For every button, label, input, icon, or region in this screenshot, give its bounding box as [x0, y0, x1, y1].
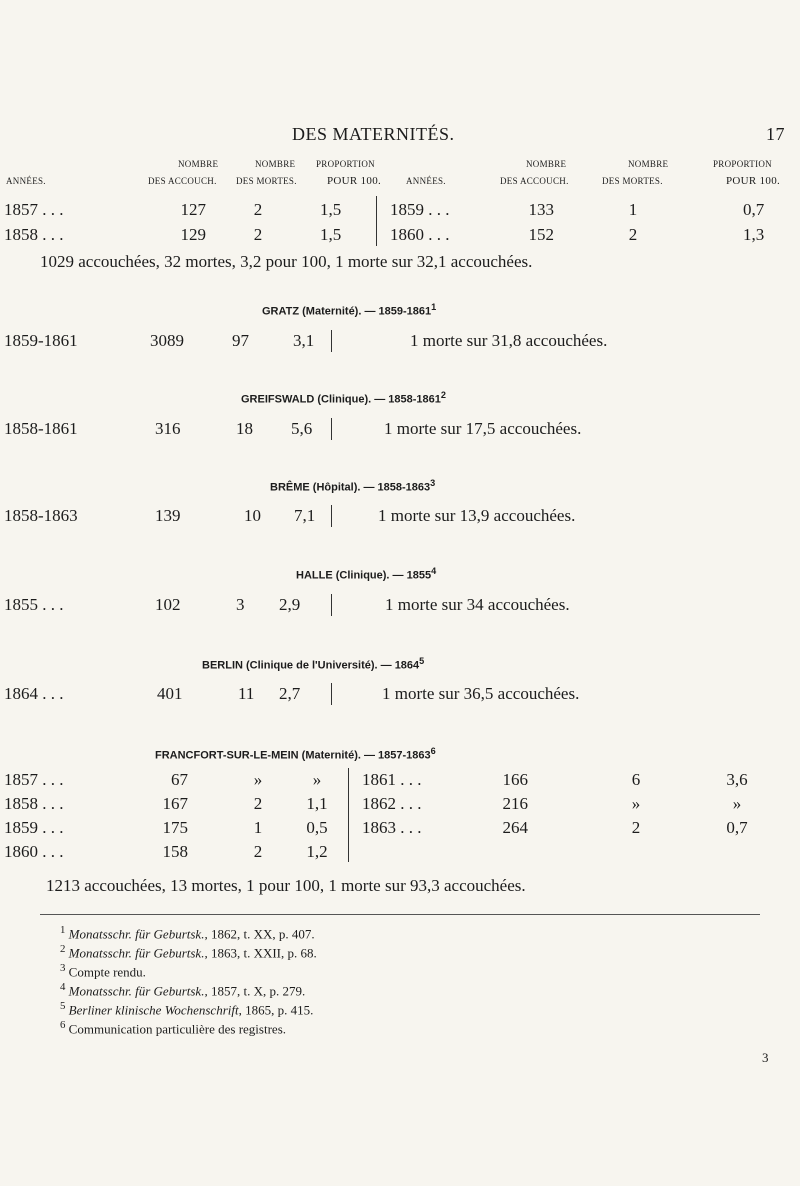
row-mortes-right: » — [631, 794, 641, 813]
footnote: $^4$ Monatsschr. für Geburtsk., 1857, t. X, p. 279. — [60, 981, 306, 999]
section-title: GREIFSWALD (Clinique). — 1858-1861$^2$ — [241, 390, 446, 406]
row-year: 1858 . . . — [4, 225, 64, 244]
col-des-accouch-left: DES ACCOUCH. — [148, 176, 217, 186]
summary-line: 1029 accouchées, 32 mortes, 3,2 pour 100, 1 morte sur 32,1 accouchées. — [40, 252, 533, 271]
col-pour100-right: POUR 100. — [726, 175, 781, 187]
col-nombre-mortes-right: NOMBRE — [628, 159, 669, 169]
section-title: BERLIN (Clinique de l'Université). — 1864$^5$ — [202, 656, 425, 672]
row-year: 1855 . . . — [4, 595, 64, 614]
row-prop: 2,9 — [279, 595, 301, 614]
section-title: BRÊME (Hôpital). — 1858-1863$^3$ — [270, 478, 436, 494]
row-prop: 1,2 — [306, 842, 328, 861]
row-year: 1864 . . . — [4, 684, 64, 703]
row-mortes: 2 — [253, 200, 263, 219]
row-accouch: 158 — [162, 842, 188, 861]
column-separator — [331, 683, 332, 705]
row-accouch-right: 166 — [502, 770, 528, 789]
row-prop: 1,5 — [320, 225, 342, 244]
row-accouch: 127 — [180, 200, 206, 219]
col-des-accouch-right: DES ACCOUCH. — [500, 176, 569, 186]
row-accouch: 175 — [162, 818, 188, 837]
section-title: HALLE (Clinique). — 1855$^4$ — [296, 566, 437, 582]
column-separator — [331, 418, 332, 440]
column-separator — [348, 768, 349, 862]
col-proportion-right: PROPORTION — [713, 159, 772, 169]
row-prop: 0,5 — [306, 818, 328, 837]
row-year-right: 1863 . . . — [362, 818, 422, 837]
page-title: DES MATERNITÉS. — [292, 124, 455, 144]
col-nombre-mortes-left: NOMBRE — [255, 159, 296, 169]
row-mortes: 2 — [253, 842, 263, 861]
row-prop: » — [312, 770, 322, 789]
row-mortes: 2 — [253, 225, 263, 244]
section-title: FRANCFORT-SUR-LE-MEIN (Maternité). — 1857-1863$^6$ — [155, 746, 436, 762]
col-des-mortes-right: DES MORTES. — [602, 176, 663, 186]
row-prop: 7,1 — [294, 506, 316, 525]
row-ratio: 1 morte sur 13,9 accouchées. — [378, 506, 576, 525]
summary-line: 1213 accouchées, 13 mortes, 1 pour 100, 1 morte sur 93,3 accouchées. — [46, 876, 526, 895]
signature-mark: 3 — [762, 1050, 769, 1065]
column-separator — [376, 196, 377, 246]
row-accouch: 102 — [155, 595, 181, 614]
row-ratio: 1 morte sur 17,5 accouchées. — [384, 419, 582, 438]
row-mortes-right: 2 — [631, 818, 641, 837]
row-accouch: 3089 — [150, 331, 184, 350]
footnote-ref: 5 — [419, 656, 425, 666]
row-accouch: 401 — [157, 684, 183, 703]
row-mortes: » — [253, 770, 263, 789]
row-year: 1858 . . . — [4, 794, 64, 813]
row-year: 1857 . . . — [4, 200, 64, 219]
col-nombre-accouch-left: NOMBRE — [178, 159, 219, 169]
row-year-right: 1859 . . . — [390, 200, 450, 219]
row-accouch-right: 133 — [528, 200, 554, 219]
row-mortes: 97 — [232, 331, 249, 350]
row-year-right: 1861 . . . — [362, 770, 422, 789]
footnote: $^6$ Communication particulière des registres. — [60, 1019, 286, 1037]
row-ratio: 1 morte sur 36,5 accouchées. — [382, 684, 580, 703]
col-nombre-accouch-right: NOMBRE — [526, 159, 567, 169]
row-mortes: 3 — [236, 595, 245, 614]
row-accouch: 67 — [171, 770, 188, 789]
row-prop-right: 1,3 — [743, 225, 765, 244]
row-prop-right: » — [732, 794, 742, 813]
row-accouch: 129 — [180, 225, 206, 244]
row-prop: 3,1 — [293, 331, 315, 350]
row-accouch-right: 264 — [502, 818, 528, 837]
row-prop-right: 3,6 — [726, 770, 748, 789]
row-accouch: 316 — [155, 419, 181, 438]
footnote-ref: 2 — [440, 390, 446, 400]
row-accouch-right: 152 — [528, 225, 554, 244]
row-year: 1859-1861 — [4, 331, 78, 350]
footnote: $^3$ Compte rendu. — [60, 962, 146, 980]
col-des-mortes-left: DES MORTES. — [236, 176, 297, 186]
page-number: 17 — [766, 124, 785, 144]
row-prop: 1,5 — [320, 200, 342, 219]
footnote: $^1$ Monatsschr. für Geburtsk., 1862, t. XX, p. 407. — [60, 924, 315, 942]
footnote-ref: 4 — [431, 566, 437, 576]
row-year: 1858-1861 — [4, 419, 78, 438]
column-separator — [331, 594, 332, 616]
footnote: $^2$ Monatsschr. für Geburtsk., 1863, t. XXII, p. 68. — [60, 943, 317, 961]
row-year: 1858-1863 — [4, 506, 78, 525]
row-year-right: 1860 . . . — [390, 225, 450, 244]
row-mortes: 11 — [238, 684, 255, 703]
row-mortes-right: 1 — [628, 200, 638, 219]
row-prop-right: 0,7 — [743, 200, 765, 219]
footnote-divider — [40, 914, 760, 915]
col-annees-right: ANNÉES. — [406, 176, 446, 186]
row-year: 1860 . . . — [4, 842, 64, 861]
footnote-ref: 1 — [431, 302, 437, 312]
col-annees-left: ANNÉES. — [6, 176, 46, 186]
row-ratio: 1 morte sur 31,8 accouchées. — [410, 331, 608, 350]
row-prop: 5,6 — [291, 419, 313, 438]
row-mortes: 1 — [253, 818, 263, 837]
row-mortes: 10 — [244, 506, 261, 525]
col-proportion-left: PROPORTION — [316, 159, 375, 169]
row-mortes-right: 2 — [628, 225, 638, 244]
section-title: GRATZ (Maternité). — 1859-1861$^1$ — [262, 302, 437, 318]
column-separator — [331, 330, 332, 352]
footnote-ref: 6 — [430, 746, 436, 756]
row-prop-right: 0,7 — [726, 818, 748, 837]
row-prop: 1,1 — [306, 794, 328, 813]
row-year: 1857 . . . — [4, 770, 64, 789]
row-year: 1859 . . . — [4, 818, 64, 837]
footnote-ref: 3 — [430, 478, 436, 488]
row-year-right: 1862 . . . — [362, 794, 422, 813]
column-separator — [331, 505, 332, 527]
footnote: $^5$ Berliner klinische Wochenschrift, 1865, p. 415. — [60, 1000, 314, 1018]
row-accouch: 167 — [162, 794, 188, 813]
row-ratio: 1 morte sur 34 accouchées. — [385, 595, 570, 614]
row-mortes: 18 — [236, 419, 253, 438]
row-accouch-right: 216 — [502, 794, 528, 813]
row-mortes: 2 — [253, 794, 263, 813]
col-pour100-left: POUR 100. — [327, 175, 382, 187]
row-accouch: 139 — [155, 506, 181, 525]
row-prop: 2,7 — [279, 684, 301, 703]
row-mortes-right: 6 — [631, 770, 641, 789]
